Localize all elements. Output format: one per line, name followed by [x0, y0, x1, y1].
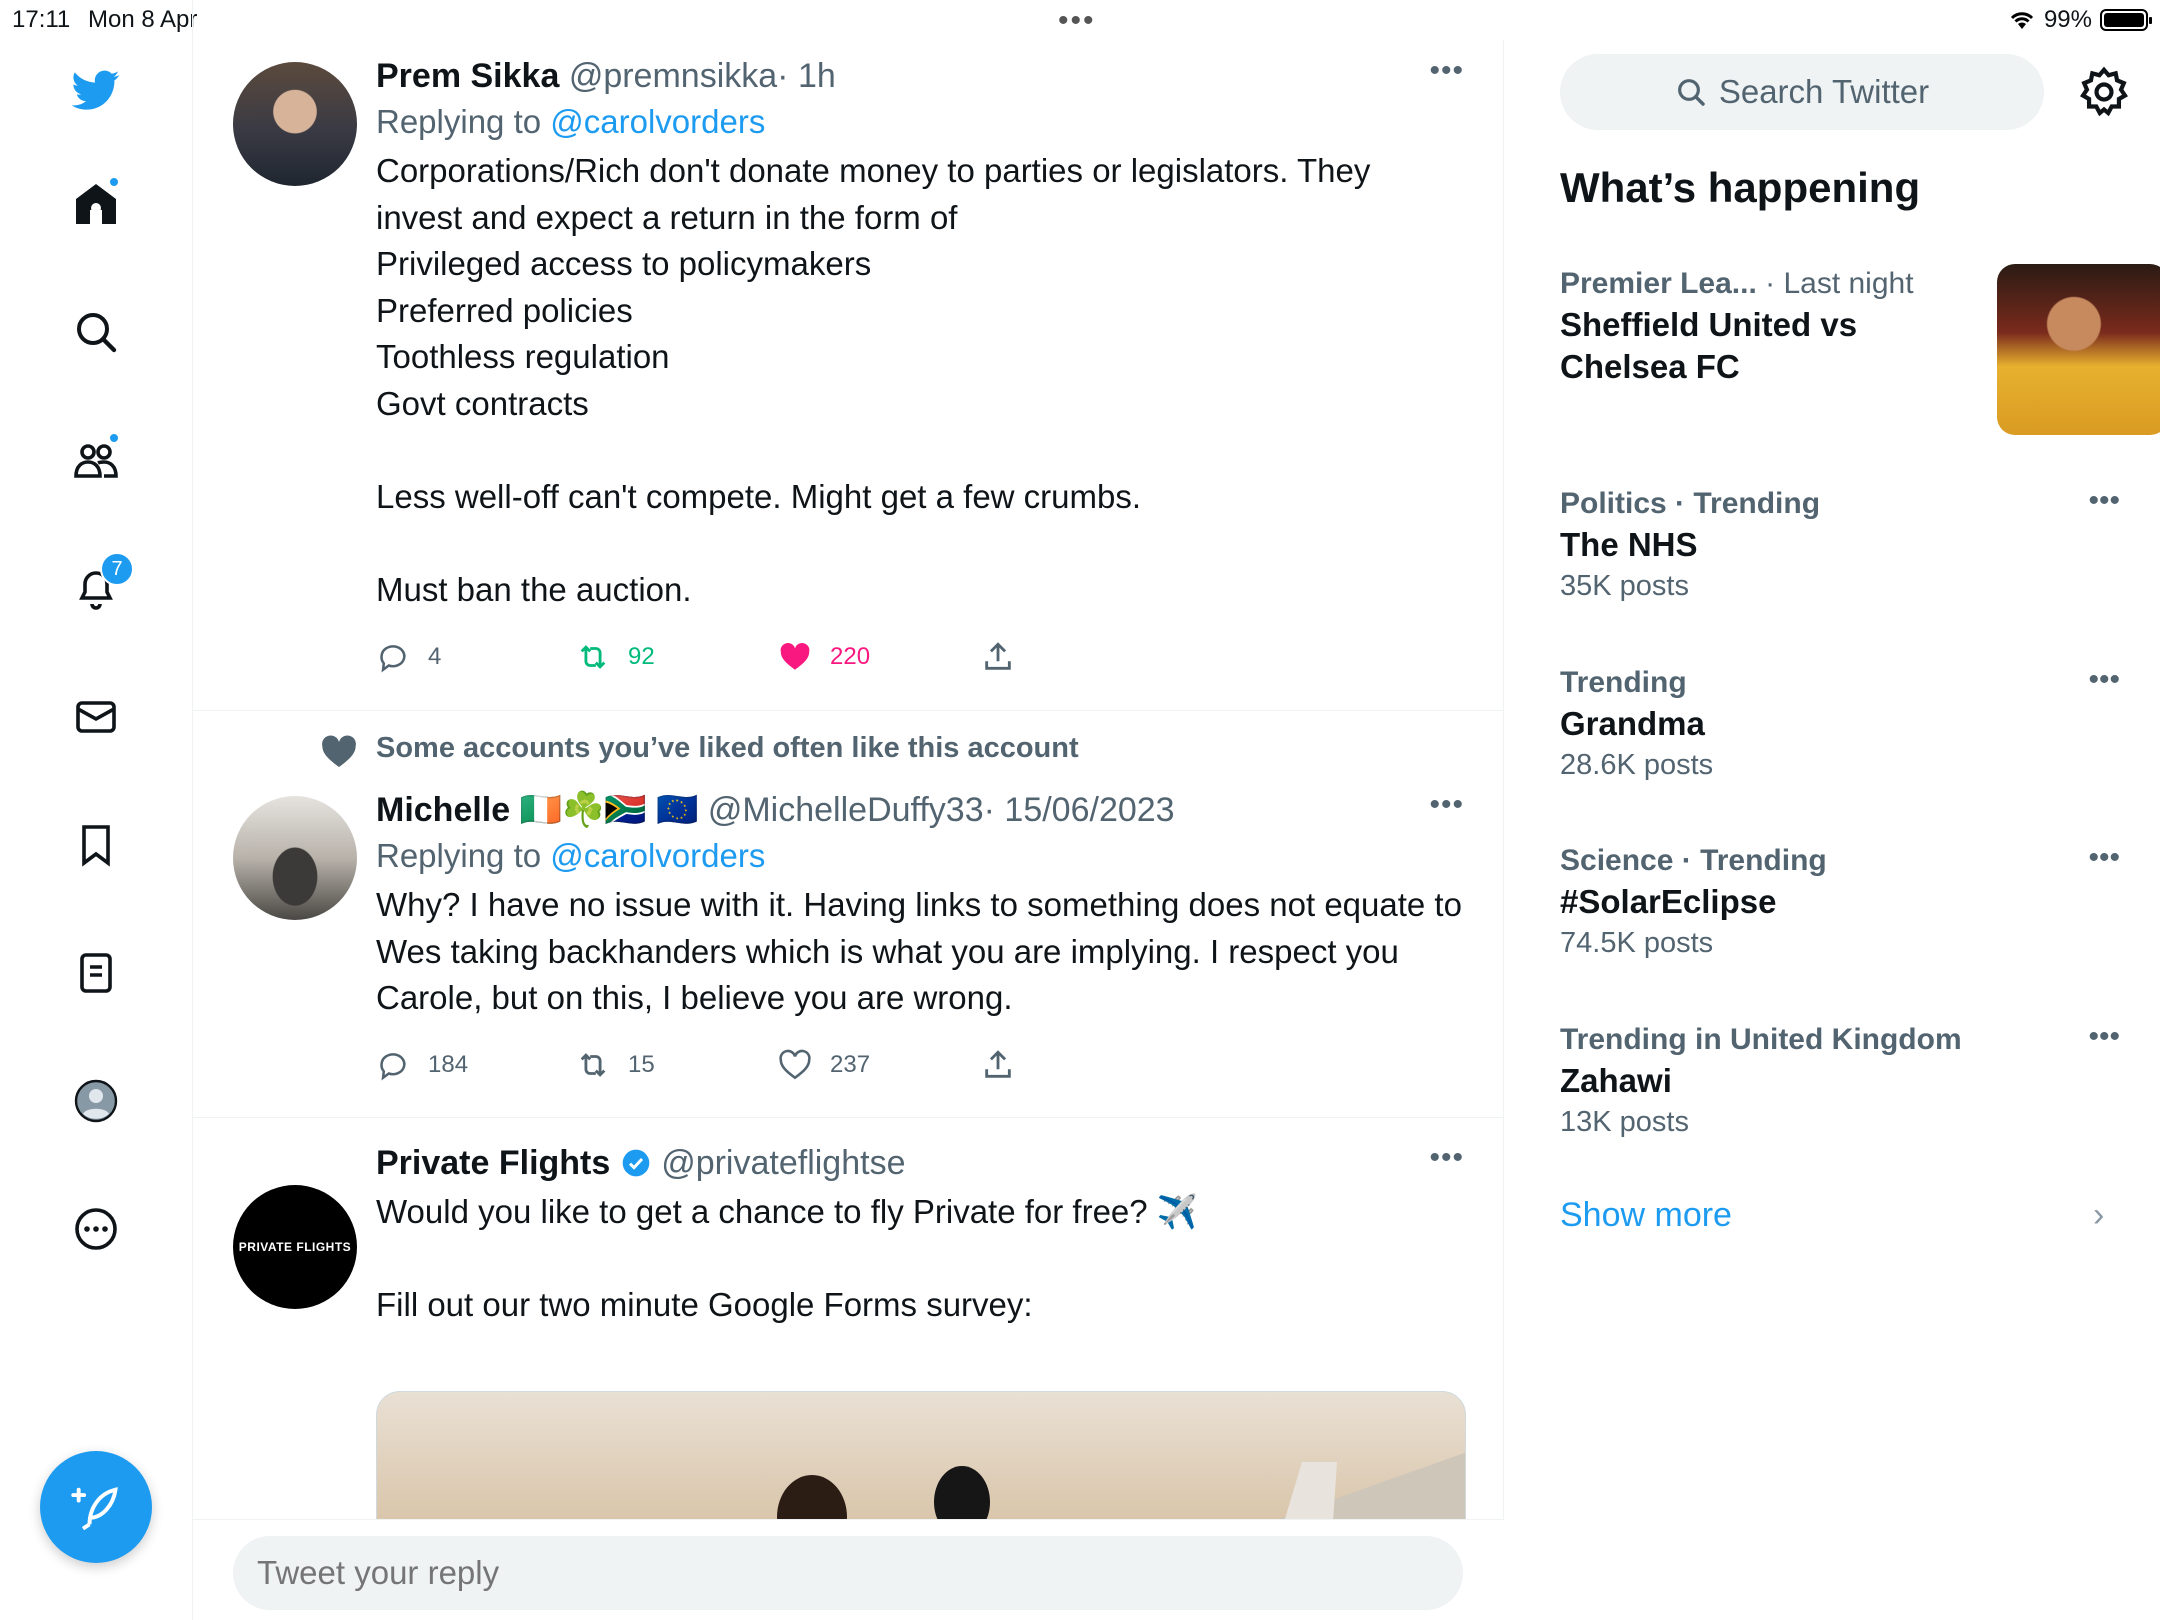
author-name[interactable]: Private Flights [376, 1144, 611, 1182]
trend-count: 74.5K posts [1560, 927, 1714, 959]
trend-name: Grandma [1560, 705, 1705, 742]
retweet-icon [576, 640, 610, 674]
verified-badge-icon [620, 1147, 652, 1179]
tweet-content [376, 1141, 1464, 1329]
share-button[interactable] [981, 640, 1015, 674]
replying-to-link[interactable]: @carolvorders [550, 103, 766, 140]
trend-category: Science · Trending [1560, 844, 1827, 877]
retweet-icon [576, 1048, 610, 1082]
reply-icon [376, 640, 410, 674]
social-context: Some accounts you’ve liked often like this account [376, 732, 1079, 764]
twitter-logo-icon[interactable] [68, 62, 124, 118]
trend-item[interactable] [1560, 841, 2120, 963]
replying-to [376, 832, 1464, 880]
trend-more-icon[interactable]: ••• [2088, 484, 2120, 517]
bookmarks-icon[interactable] [68, 817, 124, 873]
trend-more-icon[interactable]: ••• [2088, 841, 2120, 874]
tweet-header [376, 1141, 1464, 1185]
author-name[interactable]: Michelle 🇮🇪☘️🇿🇦 🇪🇺 [376, 791, 699, 829]
like-count: 237 [830, 1051, 871, 1078]
like-button[interactable] [778, 640, 870, 674]
trend-item[interactable] [1560, 1020, 2120, 1142]
multitasking-dots-icon[interactable]: ••• [1058, 4, 1096, 37]
reply-icon [376, 1048, 410, 1082]
replying-to-link[interactable]: @carolvorders [550, 837, 766, 874]
tweet-time: · 1h [777, 57, 836, 95]
tweet-actions [376, 1048, 1076, 1088]
tweet-text: Why? I have no issue with it. Having links to something does not equate to Wes taking backhanders which is what you are implying. I respect you Carole, but on this, I believe you are wrong. [376, 886, 1462, 1016]
tweet-time: · 15/06/2023 [983, 791, 1175, 829]
compose-icon [70, 1481, 122, 1533]
tweet-header [376, 788, 1464, 832]
tweet-text: Would you like to get a chance to fly Private for free? ✈️ Fill out our two minute Google Forms survey: [376, 1193, 1198, 1323]
search-bar[interactable] [1560, 54, 2044, 130]
avatar[interactable] [233, 1185, 357, 1309]
share-icon [981, 640, 1015, 674]
chevron-right-icon[interactable]: › [2093, 1196, 2105, 1234]
share-icon [981, 1048, 1015, 1082]
trend-time: · Last night [1765, 267, 1914, 300]
reply-input[interactable] [233, 1536, 1463, 1610]
trend-name: #SolarEclipse [1560, 883, 1777, 920]
heart-outline-icon [778, 1048, 812, 1082]
heart-filled-icon [778, 640, 812, 674]
trend-name: Sheffield United vs Chelsea FC [1560, 306, 1858, 385]
status-date: Mon 8 Apr [88, 6, 198, 33]
author-name[interactable]: Prem Sikka [376, 57, 560, 95]
trend-category: Trending in United Kingdom [1560, 1023, 1962, 1056]
tweet-text: Corporations/Rich don't donate money to parties or legislators. They invest and expect a return in the form of Privileged access to policymakers Preferred policies Toothless regulation Govt contracts Less well-off can't compete. Might get a few crumbs. Must ban the auction. [376, 152, 1371, 608]
trend-item[interactable] [1560, 663, 2120, 785]
trend-more-icon[interactable]: ••• [2088, 663, 2120, 696]
timeline [193, 40, 1504, 1620]
trend-thumbnail-image[interactable] [1997, 264, 2160, 435]
tweet-more-icon[interactable]: ••• [1429, 788, 1464, 821]
trend-category: Trending [1560, 666, 1687, 699]
heart-icon [319, 732, 359, 772]
messages-icon[interactable] [68, 689, 124, 745]
retweet-count: 15 [628, 1051, 655, 1078]
share-button[interactable] [981, 1048, 1015, 1082]
tweet[interactable] [193, 40, 1504, 711]
trend-name: Zahawi [1560, 1062, 1672, 1099]
trend-category: Politics · Trending [1560, 487, 1821, 520]
trend-more-icon[interactable]: ••• [2088, 1020, 2120, 1053]
notification-count-badge: 7 [100, 552, 134, 586]
trend-count: 28.6K posts [1560, 749, 1714, 781]
avatar[interactable] [233, 796, 357, 920]
battery-percent: 99% [2043, 6, 2092, 33]
trend-item[interactable] [1560, 484, 2120, 606]
reply-button[interactable] [376, 640, 441, 674]
author-handle[interactable]: @privateflightse [661, 1144, 906, 1182]
search-icon [1675, 76, 1707, 108]
trend-name: The NHS [1560, 526, 1698, 563]
replying-to-label: Replying to [376, 837, 542, 874]
tweet-more-icon[interactable]: ••• [1429, 1141, 1464, 1174]
search-icon[interactable] [68, 304, 124, 360]
replying-to [376, 98, 1464, 146]
search-placeholder: Search Twitter [1718, 73, 1930, 110]
tweet-actions [376, 640, 1076, 680]
tweet-header [376, 54, 1464, 98]
more-icon[interactable] [68, 1201, 124, 1257]
lists-icon[interactable] [68, 945, 124, 1001]
home-unread-dot [108, 176, 120, 188]
communities-unread-dot [108, 432, 120, 444]
notifications-icon[interactable] [68, 557, 124, 616]
trend-count: 13K posts [1560, 1106, 1689, 1138]
like-count: 220 [830, 643, 871, 670]
retweet-count: 92 [628, 643, 655, 670]
replying-to-label: Replying to [376, 103, 542, 140]
tweet-content [376, 788, 1464, 1022]
right-sidebar [1505, 0, 2160, 1620]
settings-gear-icon[interactable] [2076, 64, 2132, 120]
compose-tweet-button[interactable] [40, 1451, 152, 1563]
retweet-button[interactable] [576, 640, 655, 674]
trend-count: 35K posts [1560, 570, 1689, 602]
status-time: 17:11 [12, 6, 71, 33]
trend-category: Premier Lea... [1560, 267, 1757, 300]
reply-bar [193, 1519, 1504, 1620]
show-more-link[interactable]: Show more [1560, 1196, 1732, 1234]
author-handle[interactable]: @MichelleDuffy33 [707, 791, 984, 829]
whats-happening-title: What’s happening [1560, 164, 1921, 211]
avatar[interactable] [233, 62, 357, 186]
tweet-content [376, 54, 1464, 613]
reply-count: 4 [428, 643, 442, 670]
communities-icon[interactable] [68, 432, 124, 488]
left-navigation [0, 0, 193, 1620]
avatar-text: PRIVATE FLIGHTS [238, 1240, 352, 1254]
trend-item[interactable] [1560, 264, 2120, 388]
reply-button[interactable] [376, 1048, 468, 1082]
tweet-more-icon[interactable]: ••• [1429, 54, 1464, 87]
author-handle[interactable]: @premnsikka [568, 57, 778, 95]
retweet-button[interactable] [576, 1048, 655, 1082]
reply-count: 184 [428, 1051, 469, 1078]
like-button[interactable] [778, 1048, 870, 1082]
profile-icon[interactable] [68, 1073, 124, 1129]
home-icon[interactable] [68, 176, 124, 232]
tweet[interactable] [193, 712, 1504, 1118]
